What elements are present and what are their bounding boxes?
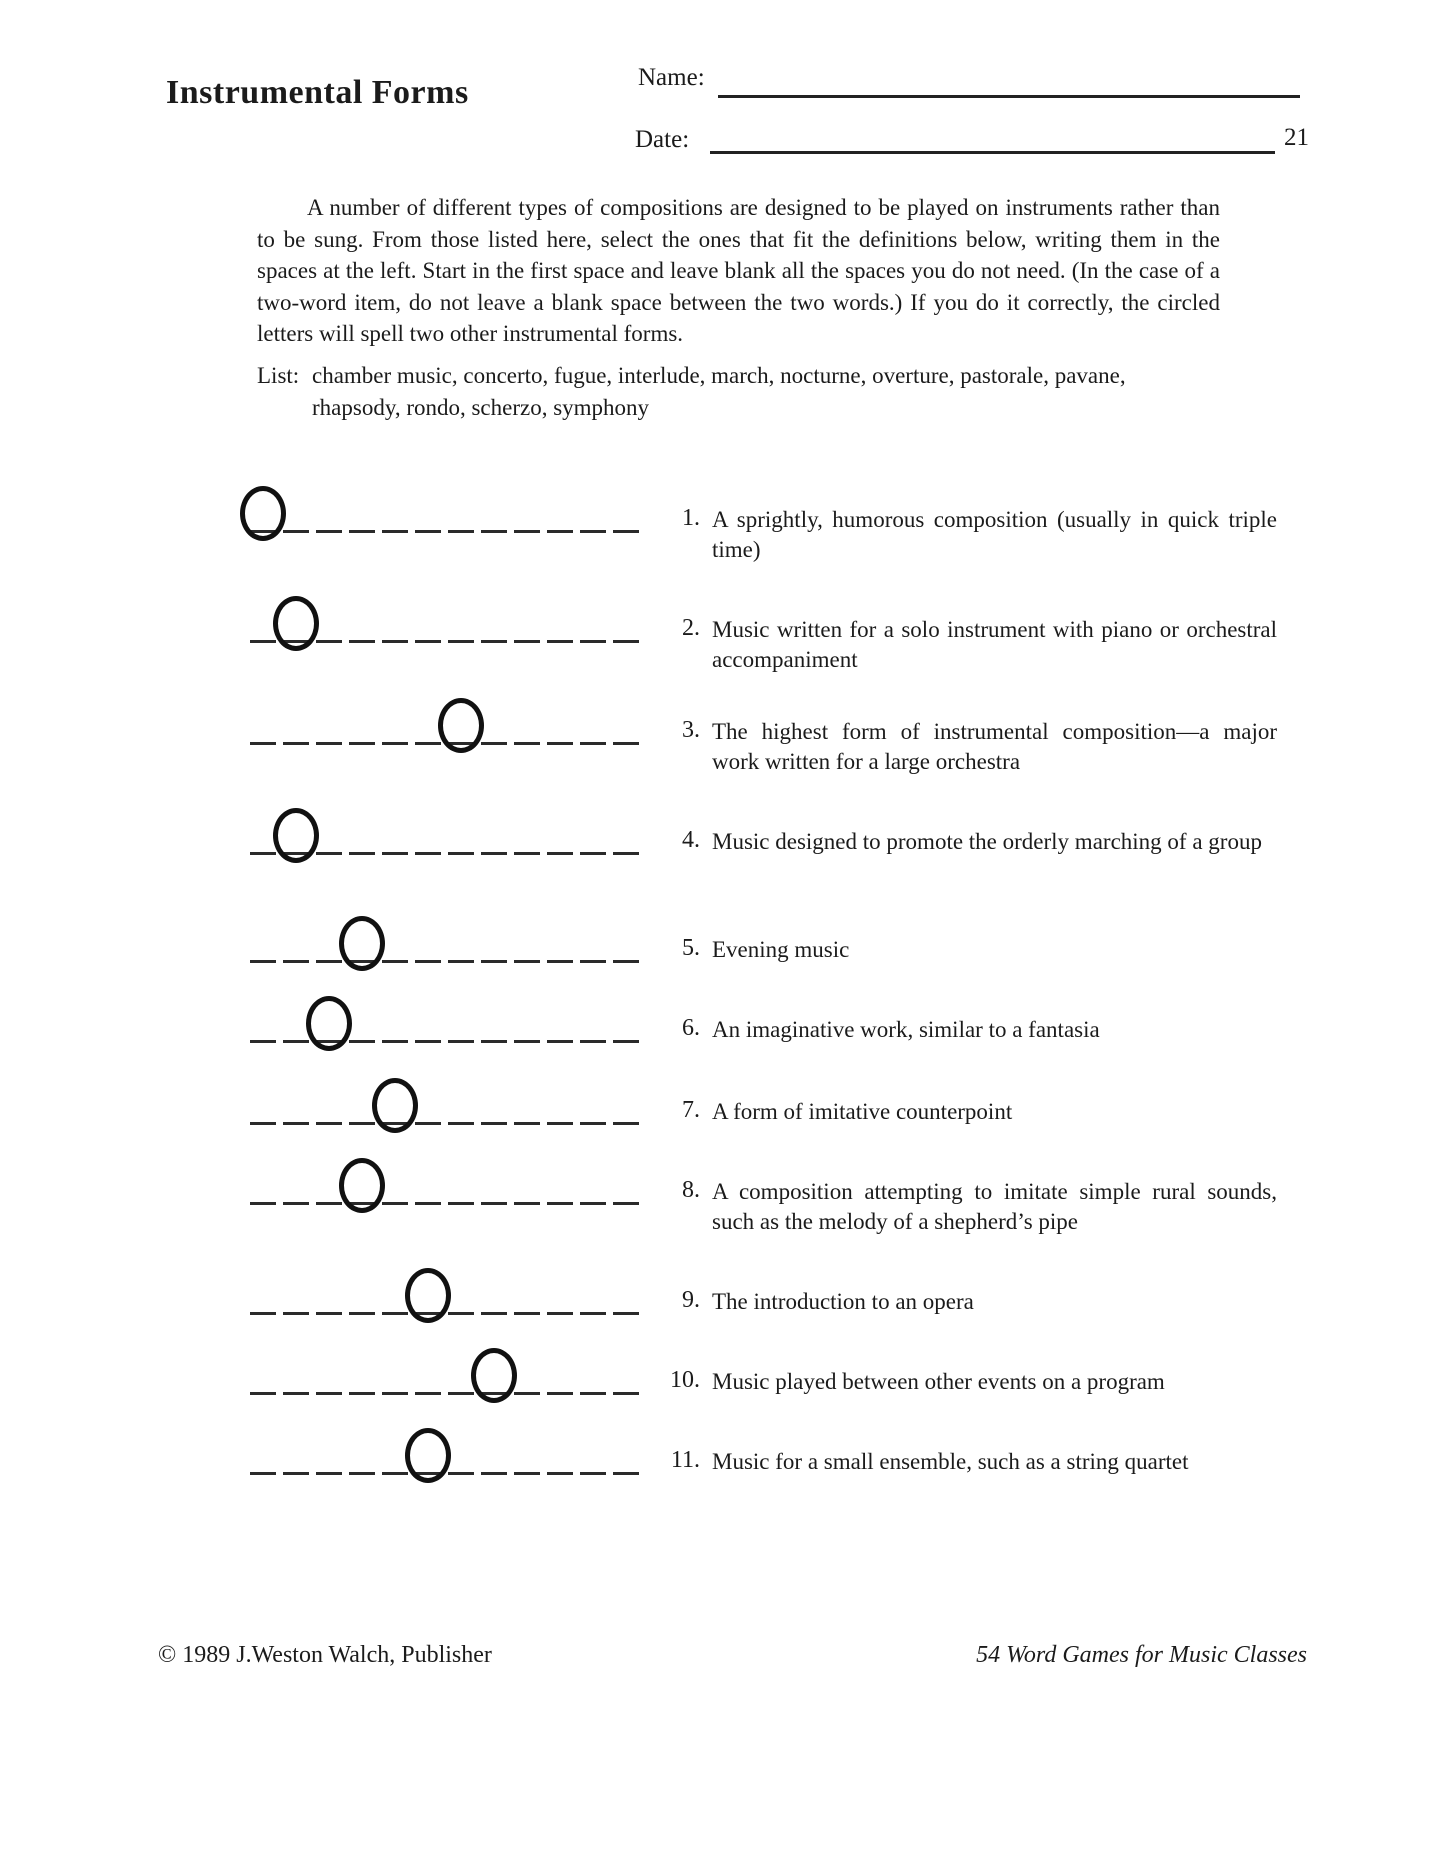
question-text: The highest form of instrumental composition—a major work written for a large orchestra — [712, 719, 1277, 774]
blank-dash — [481, 933, 507, 963]
blank-dash — [316, 1095, 342, 1125]
question-number: 7. — [682, 1097, 700, 1123]
blank-dash — [514, 715, 540, 745]
word-list — [257, 360, 1267, 424]
blank-dash — [481, 503, 507, 533]
answer-blanks[interactable] — [250, 825, 646, 855]
blank-dash — [283, 825, 309, 855]
source-book-title: 54 Word Games for Music Classes — [976, 1642, 1307, 1668]
blank-dash — [481, 825, 507, 855]
blank-dash — [448, 1095, 474, 1125]
blank-dash — [283, 613, 309, 643]
question-text: A composition attempting to imitate simple rural sounds, such as the melody of a shepherd’s pipe — [712, 1179, 1277, 1234]
question-number: 10. — [670, 1367, 700, 1393]
blank-dash — [580, 1445, 606, 1475]
blank-dash — [316, 1013, 342, 1043]
blank-dash — [316, 825, 342, 855]
answer-blanks[interactable] — [250, 613, 646, 643]
answer-blanks[interactable] — [250, 1365, 646, 1395]
blank-dash — [514, 1445, 540, 1475]
blank-dash — [349, 1285, 375, 1315]
page-number: 21 — [1284, 124, 1309, 151]
blank-dash — [547, 1365, 573, 1395]
blank-dash — [349, 1013, 375, 1043]
copyright-text: © 1989 J.Weston Walch, Publisher — [158, 1642, 492, 1668]
instructions-paragraph: A number of different types of compositions are designed to be played on instruments rather than to be sung. From those listed here, select the ones that fit the definitions below, writing them in the spaces at the left. Start in the first space and leave blank all the spaces you do not need. (In the case of a two-word item, do not leave a blank space between the two words.) If you do it correctly, the circled letters will spell two other instrumental forms. — [257, 195, 1220, 346]
word-list-line-2: rhapsody, rondo, scherzo, symphony — [312, 395, 650, 420]
question-number: 3. — [682, 717, 700, 743]
blank-dash — [283, 715, 309, 745]
blank-dash — [283, 1013, 309, 1043]
circled-letter-marker — [273, 596, 319, 651]
circled-letter-marker — [339, 1158, 385, 1213]
blank-dash — [580, 825, 606, 855]
question-row — [0, 613, 1445, 683]
blank-dash — [316, 715, 342, 745]
question-row — [0, 1445, 1445, 1515]
question-text: A sprightly, humorous composition (usually in quick triple time) — [712, 507, 1277, 562]
question-row — [0, 825, 1445, 895]
blank-dash — [580, 1365, 606, 1395]
blank-dash — [415, 1285, 441, 1315]
blank-dash — [547, 1175, 573, 1205]
date-label: Date: — [635, 126, 690, 153]
blank-dash — [481, 1365, 507, 1395]
blank-dash — [415, 1095, 441, 1125]
blank-dash — [415, 715, 441, 745]
blank-dash — [349, 715, 375, 745]
blank-dash — [514, 825, 540, 855]
blank-dash — [580, 503, 606, 533]
blank-dash — [481, 613, 507, 643]
word-list-line-1: chamber music, concerto, fugue, interlude, march, nocturne, overture, pastorale, pavane, — [312, 363, 1126, 388]
blank-dash — [382, 825, 408, 855]
blank-dash — [613, 503, 639, 533]
circled-letter-marker — [405, 1268, 451, 1323]
blank-dash — [382, 933, 408, 963]
blank-dash — [283, 1445, 309, 1475]
blank-dash — [382, 503, 408, 533]
circled-letter-marker — [273, 808, 319, 863]
blank-dash — [349, 1175, 375, 1205]
blank-dash — [382, 1285, 408, 1315]
blank-dash — [481, 715, 507, 745]
blank-dash — [580, 715, 606, 745]
blank-dash — [448, 1285, 474, 1315]
question-row — [0, 715, 1445, 785]
question-number: 5. — [682, 935, 700, 961]
question-text: Music played between other events on a program — [712, 1369, 1165, 1394]
blank-dash — [283, 1175, 309, 1205]
blank-dash — [283, 1095, 309, 1125]
blank-dash — [415, 933, 441, 963]
blank-dash — [580, 1095, 606, 1125]
circled-letter-marker — [471, 1348, 517, 1403]
blank-dash — [613, 933, 639, 963]
blank-dash — [415, 1445, 441, 1475]
blank-dash — [316, 1365, 342, 1395]
blank-dash — [547, 1285, 573, 1315]
question-number: 2. — [682, 615, 700, 641]
circled-letter-marker — [339, 916, 385, 971]
blank-dash — [514, 1095, 540, 1125]
blank-dash — [382, 1445, 408, 1475]
blank-dash — [547, 715, 573, 745]
blank-dash — [250, 613, 276, 643]
question-row — [0, 1285, 1445, 1355]
question-text: An imaginative work, similar to a fantasia — [712, 1017, 1100, 1042]
question-text: Music for a small ensemble, such as a string quartet — [712, 1449, 1189, 1474]
blank-dash — [514, 1285, 540, 1315]
blank-dash — [316, 613, 342, 643]
question-text: Music written for a solo instrument with piano or orchestral accompaniment — [712, 617, 1277, 672]
blank-dash — [613, 1013, 639, 1043]
question-row — [0, 1095, 1445, 1165]
blank-dash — [382, 613, 408, 643]
blank-dash — [250, 1285, 276, 1315]
blank-dash — [613, 1175, 639, 1205]
blank-dash — [613, 825, 639, 855]
blank-dash — [415, 1175, 441, 1205]
blank-dash — [283, 1285, 309, 1315]
blank-dash — [547, 933, 573, 963]
blank-dash — [283, 503, 309, 533]
blank-dash — [415, 503, 441, 533]
blank-dash — [448, 933, 474, 963]
blank-dash — [349, 1095, 375, 1125]
blank-dash — [481, 1013, 507, 1043]
blank-dash — [613, 1285, 639, 1315]
blank-dash — [448, 825, 474, 855]
answer-blanks[interactable] — [250, 1285, 646, 1315]
blank-dash — [283, 1365, 309, 1395]
blank-dash — [448, 1445, 474, 1475]
name-blank-line[interactable] — [718, 62, 1300, 98]
blank-dash — [547, 1445, 573, 1475]
blank-dash — [613, 715, 639, 745]
blank-dash — [349, 503, 375, 533]
answer-blanks[interactable] — [250, 1013, 646, 1043]
blank-dash — [580, 613, 606, 643]
answer-blanks[interactable] — [250, 1095, 646, 1125]
circled-letter-marker — [306, 996, 352, 1051]
answer-blanks[interactable] — [250, 1445, 646, 1475]
blank-dash — [547, 1013, 573, 1043]
blank-dash — [349, 1365, 375, 1395]
blank-dash — [349, 1445, 375, 1475]
answer-blanks[interactable] — [250, 715, 646, 745]
blank-dash — [613, 613, 639, 643]
blank-dash — [382, 1365, 408, 1395]
blank-dash — [283, 933, 309, 963]
blank-dash — [316, 1285, 342, 1315]
blank-dash — [547, 825, 573, 855]
circled-letter-marker — [438, 698, 484, 753]
blank-dash — [613, 1095, 639, 1125]
blank-dash — [547, 1095, 573, 1125]
answer-blanks[interactable] — [250, 503, 646, 533]
question-number: 4. — [682, 827, 700, 853]
blank-dash — [514, 933, 540, 963]
question-text: Evening music — [712, 937, 850, 962]
question-number: 8. — [682, 1177, 700, 1203]
blank-dash — [316, 1175, 342, 1205]
question-row — [0, 1013, 1445, 1083]
blank-dash — [514, 1365, 540, 1395]
blank-dash — [250, 715, 276, 745]
blank-dash — [250, 933, 276, 963]
blank-dash — [547, 503, 573, 533]
blank-dash — [580, 933, 606, 963]
blank-dash — [250, 1365, 276, 1395]
blank-dash — [448, 503, 474, 533]
blank-dash — [382, 1095, 408, 1125]
question-row — [0, 1175, 1445, 1245]
question-text: A form of imitative counterpoint — [712, 1099, 1013, 1124]
blank-dash — [613, 1365, 639, 1395]
blank-dash — [481, 1445, 507, 1475]
blank-dash — [382, 1013, 408, 1043]
blank-dash — [514, 1013, 540, 1043]
blank-dash — [250, 1175, 276, 1205]
blank-dash — [316, 1445, 342, 1475]
blank-dash — [580, 1285, 606, 1315]
blank-dash — [250, 1095, 276, 1125]
blank-dash — [481, 1175, 507, 1205]
circled-letter-marker — [372, 1078, 418, 1133]
question-number: 9. — [682, 1287, 700, 1313]
blank-dash — [580, 1013, 606, 1043]
name-label: Name: — [638, 64, 705, 91]
blank-dash — [382, 1175, 408, 1205]
question-number: 6. — [682, 1015, 700, 1041]
blank-dash — [514, 503, 540, 533]
question-row — [0, 933, 1445, 1003]
question-number: 1. — [682, 505, 700, 531]
blank-dash — [349, 613, 375, 643]
circled-letter-marker — [240, 486, 286, 541]
word-list-label: List: — [257, 363, 300, 388]
circled-letter-marker — [405, 1428, 451, 1483]
question-row — [0, 503, 1445, 573]
question-text: The introduction to an opera — [712, 1289, 974, 1314]
blank-dash — [250, 503, 276, 533]
date-blank-line[interactable] — [710, 120, 1275, 154]
blank-dash — [448, 613, 474, 643]
answer-blanks[interactable] — [250, 1175, 646, 1205]
blank-dash — [448, 1175, 474, 1205]
blank-dash — [547, 613, 573, 643]
blank-dash — [415, 1013, 441, 1043]
blank-dash — [316, 503, 342, 533]
blank-dash — [613, 1445, 639, 1475]
blank-dash — [316, 933, 342, 963]
answer-blanks[interactable] — [250, 933, 646, 963]
blank-dash — [481, 1095, 507, 1125]
blank-dash — [415, 613, 441, 643]
blank-dash — [250, 1445, 276, 1475]
blank-dash — [382, 715, 408, 745]
blank-dash — [415, 1365, 441, 1395]
page-title: Instrumental Forms — [166, 74, 469, 111]
question-row — [0, 1365, 1445, 1435]
blank-dash — [415, 825, 441, 855]
blank-dash — [250, 825, 276, 855]
blank-dash — [349, 825, 375, 855]
blank-dash — [250, 1013, 276, 1043]
word-list-items — [312, 360, 1267, 424]
blank-dash — [349, 933, 375, 963]
blank-dash — [448, 1013, 474, 1043]
blank-dash — [481, 1285, 507, 1315]
blank-dash — [448, 1365, 474, 1395]
question-number: 11. — [670, 1447, 700, 1473]
blank-dash — [580, 1175, 606, 1205]
blank-dash — [448, 715, 474, 745]
blank-dash — [514, 1175, 540, 1205]
question-text: Music designed to promote the orderly marching of a group — [712, 829, 1262, 854]
blank-dash — [514, 613, 540, 643]
